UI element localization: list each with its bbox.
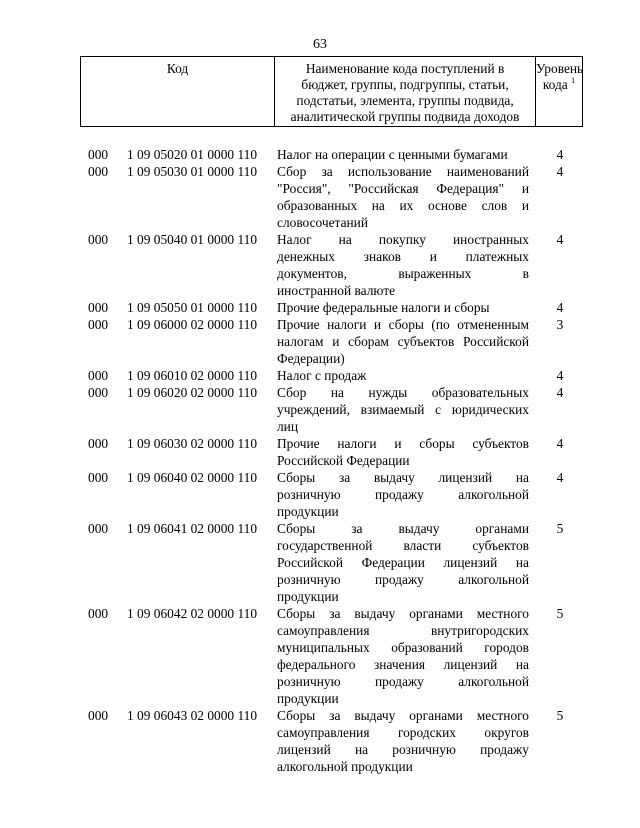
revenue-name-line: государственной власти субъектов xyxy=(277,538,529,553)
admin-code: 000 xyxy=(88,606,109,621)
revenue-name xyxy=(275,316,529,367)
revenue-name-line: розничную продажу алкогольной xyxy=(277,487,529,502)
revenue-name-line: Сбор за использование наименований xyxy=(277,164,529,179)
revenue-name xyxy=(275,146,529,163)
admin-code: 000 xyxy=(88,708,109,723)
revenue-name-line: образованных на их основе слов и xyxy=(277,198,529,213)
revenue-name xyxy=(275,163,529,231)
revenue-name-line: Сборы за выдачу органами местного xyxy=(277,708,529,723)
revenue-name-line: налогам и сборам субъектов Российской xyxy=(277,334,529,349)
table-row xyxy=(80,231,583,299)
table-row xyxy=(80,435,583,469)
revenue-name-line: Российской Федерации xyxy=(277,453,410,468)
page-number: 63 xyxy=(313,37,327,52)
revenue-name xyxy=(275,299,529,316)
revenue-name-line: Налог с продаж xyxy=(277,368,367,383)
code-level: 4 xyxy=(556,385,564,400)
table-row xyxy=(80,163,583,231)
revenue-name-line: словосочетаний xyxy=(277,215,369,230)
revenue-name-line: розничную продажу алкогольной xyxy=(277,674,529,689)
revenue-name-line: денежных знаков и платежных xyxy=(277,249,529,264)
header-name-line: бюджет, группы, подгруппы, статьи, xyxy=(301,77,509,92)
revenue-name xyxy=(275,435,529,469)
revenue-name-line: федерального значения лицензий на xyxy=(277,657,529,672)
revenue-name xyxy=(275,605,529,707)
revenue-code: 1 09 06000 02 0000 110 xyxy=(127,317,258,332)
table-row xyxy=(80,707,583,775)
header-level-line xyxy=(536,77,582,93)
revenue-name-line: лицензий на розничную продажу xyxy=(277,742,529,757)
revenue-name-line: Налог на покупку иностранных xyxy=(277,232,529,247)
revenue-name-line: самоуправления городских округов xyxy=(277,725,529,740)
table-body xyxy=(80,146,583,775)
code-level: 4 xyxy=(556,368,564,383)
admin-code: 000 xyxy=(88,300,109,315)
code-level: 4 xyxy=(556,436,564,451)
revenue-name xyxy=(275,469,529,520)
revenue-name xyxy=(275,231,529,299)
revenue-name-line: Сборы за выдачу органами xyxy=(277,521,529,536)
revenue-name-line: продукции xyxy=(277,589,339,604)
code-level: 4 xyxy=(556,300,564,315)
header-name-line: Наименование кода поступлений в xyxy=(305,61,505,76)
header-name-line: аналитической группы подвида доходов xyxy=(290,109,520,124)
code-level: 5 xyxy=(556,606,564,621)
code-level: 4 xyxy=(556,232,564,247)
revenue-name-line: Сборы за выдачу лицензий на xyxy=(277,470,529,485)
revenue-name-line: учреждений, взимаемый с юридических xyxy=(277,402,529,417)
revenue-code: 1 09 06010 02 0000 110 xyxy=(127,368,258,383)
revenue-name-line: Федерации) xyxy=(277,351,345,366)
header-level xyxy=(536,57,582,126)
revenue-code: 1 09 06020 02 0000 110 xyxy=(127,385,258,400)
table-row xyxy=(80,520,583,605)
table-row xyxy=(80,605,583,707)
revenue-name-line: муниципальных образований городов xyxy=(277,640,529,655)
footnote-marker: 1 xyxy=(571,76,576,85)
revenue-name-line: лиц xyxy=(277,419,299,434)
revenue-code: 1 09 06041 02 0000 110 xyxy=(127,521,258,536)
revenue-name-line: иностранной валюте xyxy=(277,283,396,298)
revenue-name-line: Прочие налоги и сборы субъектов xyxy=(277,436,529,451)
header-level-line: Уровень xyxy=(536,61,584,76)
admin-code: 000 xyxy=(88,164,109,179)
header-code: Код xyxy=(81,57,275,126)
admin-code: 000 xyxy=(88,470,109,485)
header-name xyxy=(275,57,536,126)
revenue-name-line: розничную продажу алкогольной xyxy=(277,572,529,587)
revenue-name-line: продукции xyxy=(277,504,339,519)
revenue-code: 1 09 05020 01 0000 110 xyxy=(127,147,258,162)
table-row xyxy=(80,299,583,316)
revenue-name xyxy=(275,520,529,605)
revenue-name xyxy=(275,384,529,435)
code-level: 4 xyxy=(556,164,564,179)
code-level: 4 xyxy=(556,470,564,485)
admin-code: 000 xyxy=(88,147,109,162)
admin-code: 000 xyxy=(88,385,109,400)
revenue-name-line: документов, выраженных в xyxy=(277,266,529,281)
revenue-code: 1 09 05030 01 0000 110 xyxy=(127,164,258,179)
table-row xyxy=(80,469,583,520)
revenue-name-line: Сборы за выдачу органами местного xyxy=(277,606,529,621)
revenue-name-line: самоуправления внутригородских xyxy=(277,623,529,638)
table-row xyxy=(80,367,583,384)
revenue-name-line: Сбор на нужды образовательных xyxy=(277,385,529,400)
admin-code: 000 xyxy=(88,436,109,451)
code-level: 3 xyxy=(556,317,564,332)
table-row xyxy=(80,146,583,163)
revenue-code: 1 09 05040 01 0000 110 xyxy=(127,232,258,247)
table-header xyxy=(80,56,583,127)
revenue-name xyxy=(275,707,529,775)
revenue-name-line: Российской Федерации лицензий на xyxy=(277,555,529,570)
revenue-code: 1 09 06043 02 0000 110 xyxy=(127,708,258,723)
revenue-name-line: алкогольной продукции xyxy=(277,759,413,774)
code-level: 5 xyxy=(556,708,564,723)
revenue-code: 1 09 06040 02 0000 110 xyxy=(127,470,258,485)
code-level: 4 xyxy=(556,147,564,162)
revenue-code: 1 09 06042 02 0000 110 xyxy=(127,606,258,621)
revenue-name xyxy=(275,367,529,384)
admin-code: 000 xyxy=(88,368,109,383)
revenue-name-line: Прочие налоги и сборы (по отмененным xyxy=(277,317,529,332)
revenue-name-line: продукции xyxy=(277,691,339,706)
header-level-text: кода xyxy=(542,77,568,92)
table-row xyxy=(80,316,583,367)
admin-code: 000 xyxy=(88,232,109,247)
admin-code: 000 xyxy=(88,521,109,536)
revenue-code: 1 09 05050 01 0000 110 xyxy=(127,300,258,315)
revenue-code: 1 09 06030 02 0000 110 xyxy=(127,436,258,451)
code-level: 5 xyxy=(556,521,564,536)
table-row xyxy=(80,384,583,435)
revenue-name-line: Прочие федеральные налоги и сборы xyxy=(277,300,490,315)
header-name-line: подстатьи, элемента, группы подвида, xyxy=(296,93,514,108)
revenue-name-line: Налог на операции с ценными бумагами xyxy=(277,147,508,162)
admin-code: 000 xyxy=(88,317,109,332)
revenue-name-line: "Россия", "Российская Федерация" и xyxy=(277,181,529,196)
